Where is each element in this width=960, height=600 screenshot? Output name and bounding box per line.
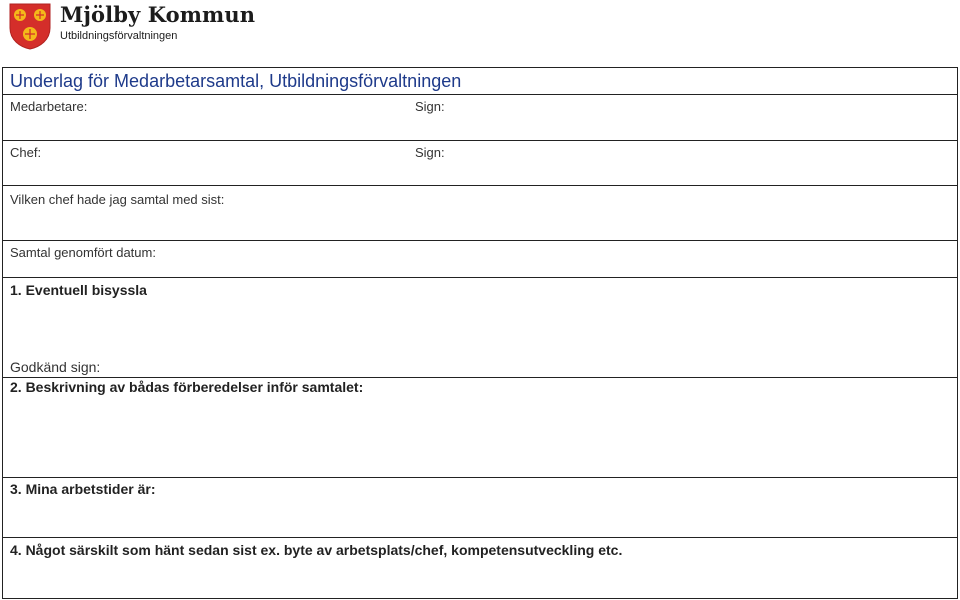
section-1-heading: 1. Eventuell bisyssla [10,282,147,298]
last-manager-row[interactable] [3,186,957,241]
section-2-heading: 2. Beskrivning av bådas förberedelser inför samtalet: [10,379,364,395]
employee-row[interactable] [3,95,957,141]
manager-sign-label: Sign: [415,145,445,160]
section-3-row[interactable] [3,478,957,538]
form-table [2,67,958,599]
coat-of-arms-icon [8,2,52,50]
form-title: Underlag för Medarbetarsamtal, Utbildningsförvaltningen [3,68,957,95]
manager-label: Chef: [10,145,42,160]
org-subtitle: Utbildningsförvaltningen [60,30,178,42]
org-name: Mjölby Kommun [60,2,256,27]
section-4-row[interactable] [3,538,957,598]
header [8,2,255,52]
last-manager-label: Vilken chef hade jag samtal med sist: [10,192,225,207]
employee-sign-label: Sign: [415,99,445,114]
approved-sign-label: Godkänd sign: [10,359,101,375]
section-3-heading: 3. Mina arbetstider är: [10,481,156,497]
manager-row[interactable] [3,141,957,186]
date-row[interactable] [3,241,957,278]
org-block [60,2,255,43]
section-4-heading: 4. Något särskilt som hänt sedan sist ex. byte av arbetsplats/chef, kompetensutveckling etc. [10,542,623,558]
employee-label: Medarbetare: [10,99,88,114]
section-1-row[interactable] [3,278,957,378]
date-label: Samtal genomfört datum: [10,245,156,260]
section-2-row[interactable] [3,378,957,478]
